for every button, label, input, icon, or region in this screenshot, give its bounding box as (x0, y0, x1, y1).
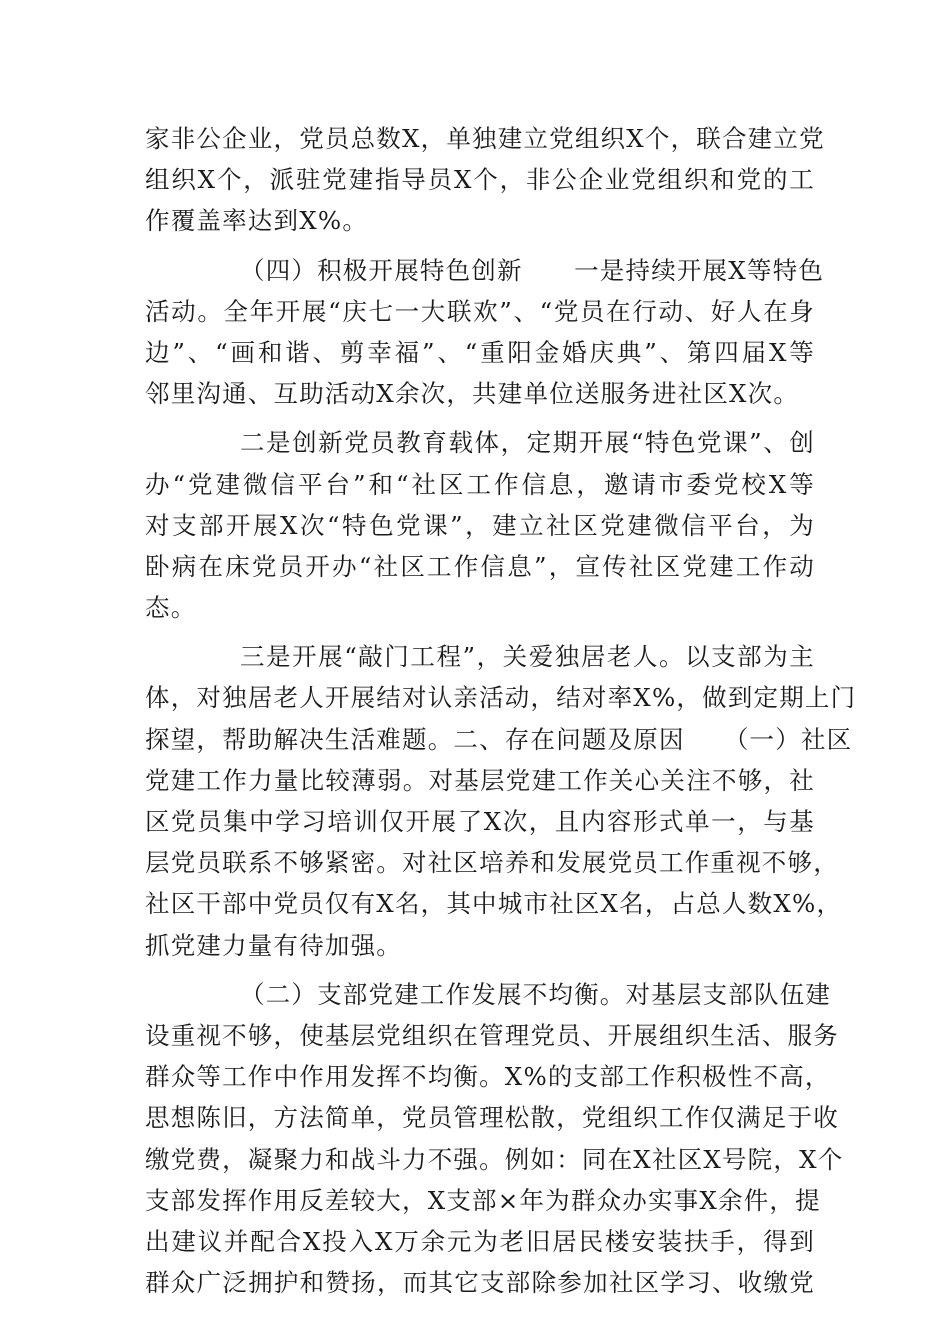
text-line: 二是创新党员教育载体，定期开展“特色党课”、创 (240, 428, 815, 458)
text-line: （四）积极开展特色创新 一是持续开展X等特色 (240, 255, 825, 285)
document-body (145, 118, 857, 1303)
text-line: 办“党建微信平台”和“社区工作信息，邀请市委党校X等 (145, 469, 815, 499)
text-line: 家非公企业，党员总数X，单独建立党组织X个，联合建立党 (145, 124, 825, 153)
text-line: 三是开展“敲门工程”，关爱独居老人。以支部为主 (240, 642, 815, 672)
text-line: 设重视不够，使基层党组织在管理党员、开展组织生活、服务 (145, 1020, 839, 1050)
text-line: 作覆盖率达到X%。 (145, 206, 369, 236)
text-line: 边”、“画和谐、剪幸福”、“重阳金婚庆典”、第四届X等 (145, 337, 815, 367)
text-line: 探望，帮助解决生活难题。二、存在问题及原因 （一）社区 (145, 724, 853, 754)
text-line: 体，对独居老人开展结对认亲活动，结对率X%，做到定期上门 (145, 683, 857, 713)
text-line: 思想陈旧，方法简单，党员管理松散，党组织工作仅满足于收 (145, 1103, 839, 1133)
text-line: （二）支部党建工作发展不均衡。对基层支部队伍建 (240, 979, 832, 1009)
text-line: 态。 (145, 593, 197, 623)
text-line: 对支部开展X次“特色党课”，建立社区党建微信平台，为 (145, 510, 815, 540)
text-line: 出建议并配合X投入X万余元为老旧居民楼安装扶手，得到 (145, 1226, 815, 1256)
text-line: 邻里沟通、互助活动X余次，共建单位送服务进社区X次。 (145, 379, 800, 409)
text-line: 层党员联系不够紧密。对社区培养和发展党员工作重视不够， (145, 848, 839, 878)
text-line: 抓党建力量有待加强。 (145, 930, 402, 960)
text-line: 卧病在床党员开办“社区工作信息”，宣传社区党建工作动 (145, 551, 815, 581)
text-line: 社区干部中党员仅有X名，其中城市社区X名，占总人数X%， (145, 889, 843, 919)
text-line: 支部发挥作用反差较大，X支部×年为群众办实事X余件，提 (145, 1185, 821, 1215)
text-line: 党建工作力量比较薄弱。对基层党建工作关心关注不够，社 (145, 765, 815, 795)
text-line: 群众广泛拥护和赞扬，而其它支部除参加社区学习、收缴党 (145, 1268, 815, 1298)
text-line: 组织X个，派驻党建指导员X个，非公企业党组织和党的工 (145, 165, 815, 195)
text-line: 缴党费，凝聚力和战斗力不强。例如：同在X社区X号院，X个 (145, 1144, 844, 1174)
text-line: 群众等工作中作用发挥不均衡。X%的支部工作积极性不高， (145, 1062, 831, 1092)
text-line: 活动。全年开展“庆七一大联欢”、“党员在行动、好人在身 (145, 296, 815, 326)
text-line: 区党员集中学习培训仅开展了X次，且内容形式单一，与基 (145, 807, 815, 836)
